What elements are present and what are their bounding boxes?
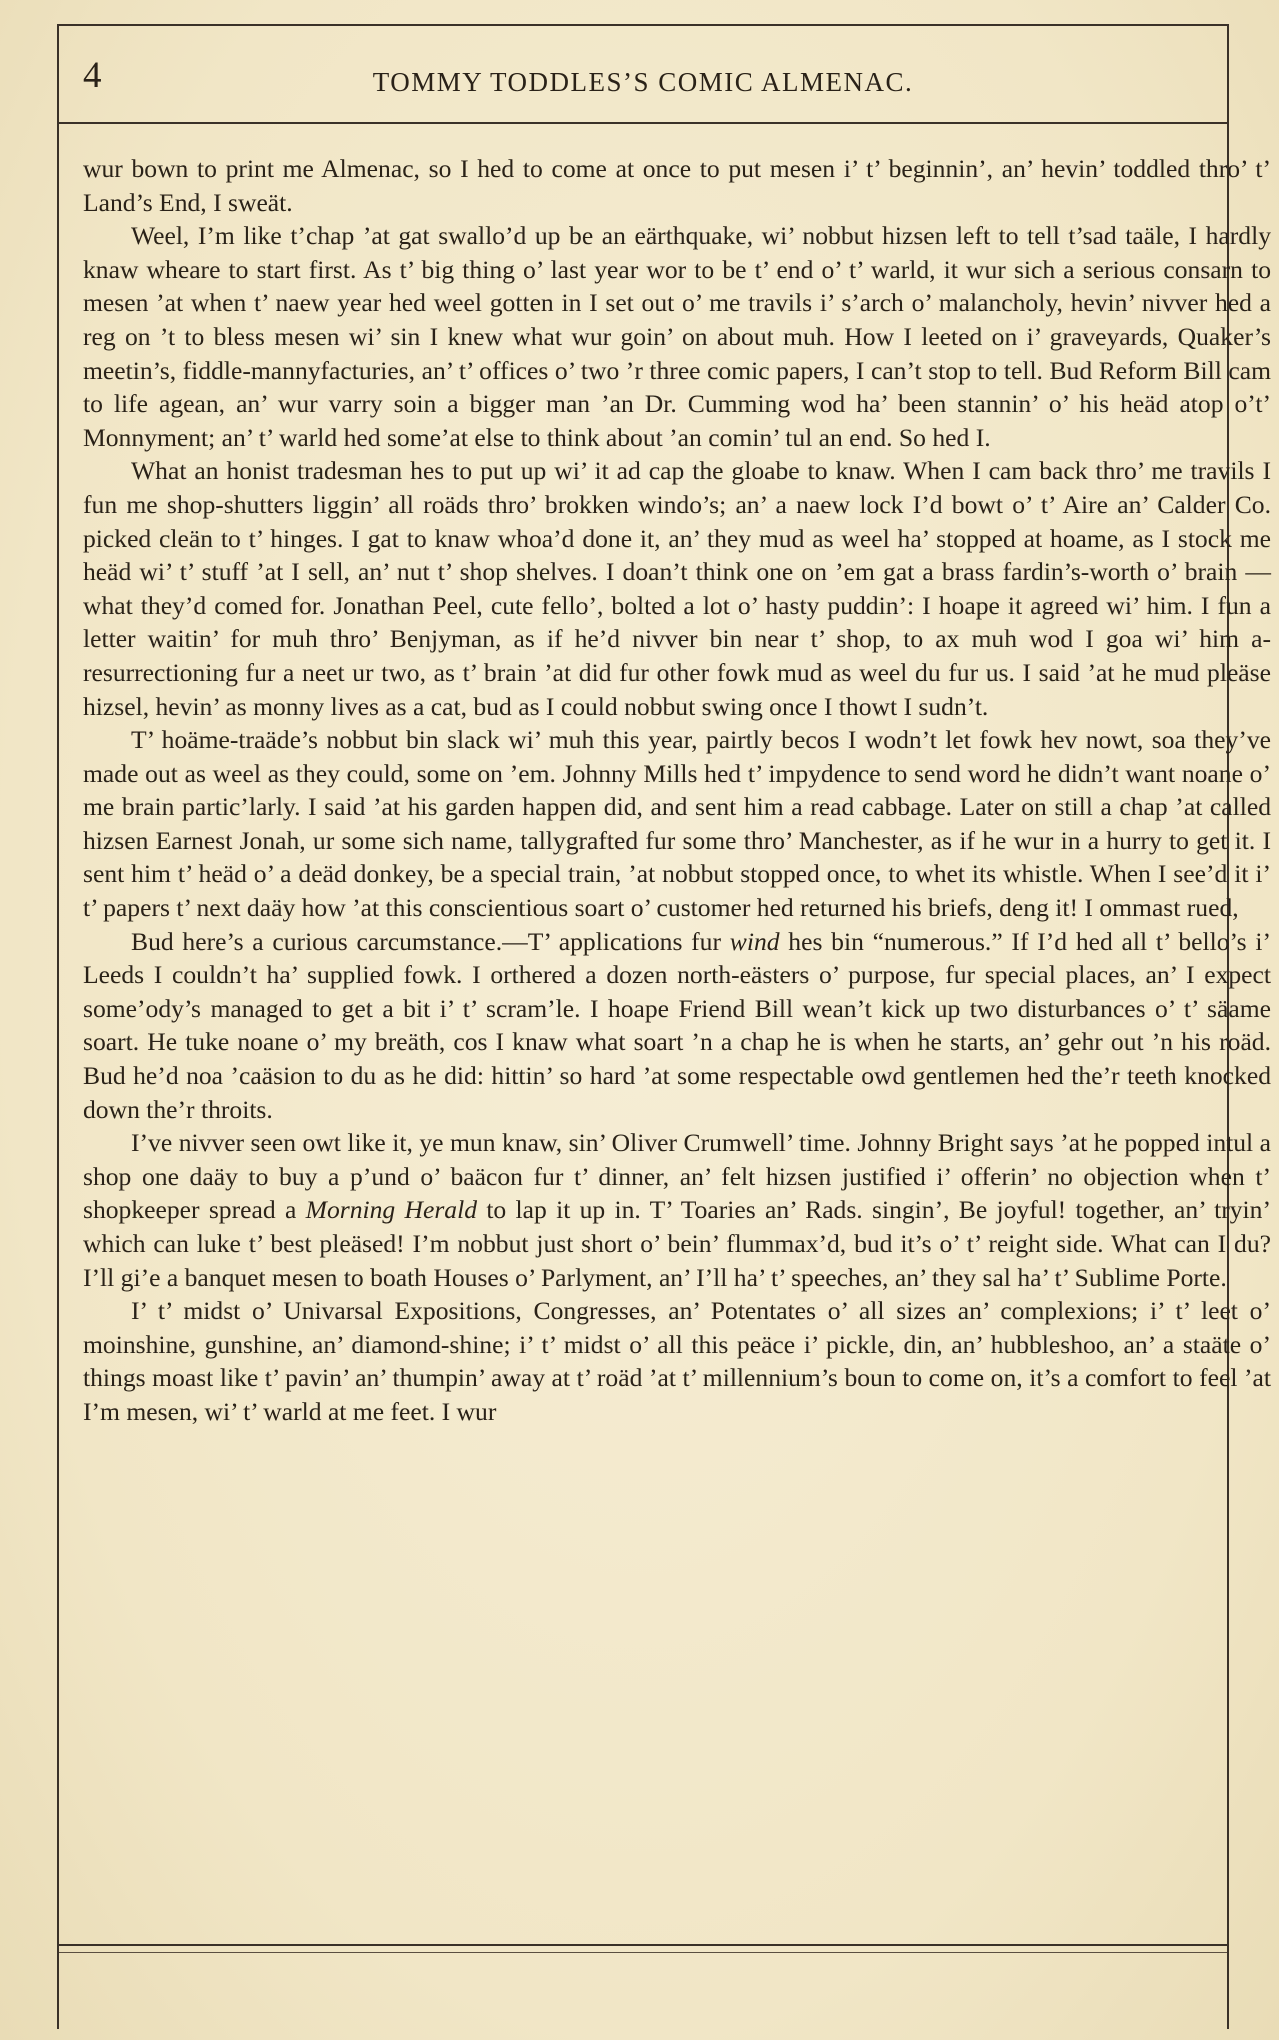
running-header <box>59 26 1227 124</box>
text-run: to lap it up in. T’ Toaries an’ Rads. singin’, Be joyful! together, an’ tryin’ which can luke t’ best pleäsed! I’m nobbut just short o’ bein’ flummax’d, bud it’s o’ t’ reight side. What can I du? I’ll gi’e a banquet mesen to boath Houses o’ Parlyment, an’ I’ll ha’ t’ speeches, an’ they sal ha’ t’ Sublime Porte. <box>83 1195 1271 1292</box>
italic-newspaper-title: Morning Herald <box>305 1195 478 1225</box>
paragraph: I’ t’ midst o’ Univarsal Expositions, Congresses, an’ Potentates o’ all sizes an’ complexions; i’ t’ leet o’ moinshine, gunshine, an’ diamond-shine; i’ t’ midst o’ all this peäce i’ pickle, din, an’ hubbleshoo, an’ a staäte o’ things moast like t’ pavin’ an’ thumpin’ away at t’ roäd ’at t’ millennium’s boun to come on, it’s a comfort to feel ’at I’m mesen, wi’ t’ warld at me feet. I wur <box>83 1296 1271 1426</box>
page-frame <box>57 24 1271 2029</box>
bottom-rule <box>59 1944 1227 1946</box>
text-run: Bud here’s a curious carcumstance.—T’ applications fur <box>131 926 730 956</box>
text-run: hes bin “numerous.” If I’d hed all t’ bello’s i’ Leeds I couldn’t ha’ supplied fowk. I orthered a dozen north-eästers o’ purpose, fur special places, an’ I expect some’ody’s managed to get a bit i’ t’ scram’le. I hoape Friend Bill wean’t kick up two disturbances o’ t’ säame soart. He tuke noane o’ my breäth, cos I knaw what soart ’n a chap he is when he starts, an’ gehr out ’n his roäd. Bud he’d noa ’caäsion to du as he did: hittin’ so hard ’at some respectable owd gentlemen hed the’r teeth knocked down the’r throits. <box>83 926 1271 1124</box>
running-title: TOMMY TODDLES’S COMIC ALMENAC. <box>372 67 914 97</box>
paragraph: Weel, I’m like t’chap ’at gat swallo’d up be an eärthquake, wi’ nobbut hizsen left to tell t’sad taäle, I hardly knaw wheare to start first. As t’ big thing o’ last year wor to be t’ end o’ t’ warld, it wur sich a serious consarn to mesen ’at when t’ naew year hed weel gotten in I set out o’ me travils i’ s’arch o’ malancholy, hevin’ nivver hed a reg on ’t to bless mesen wi’ sin I knew what wur goin’ on about muh. How I leeted on i’ graveyards, Quaker’s meetin’s, fiddle-mannyfacturies, an’ t’ offices o’ two ’r three comic papers, I can’t stop to tell. Bud Reform Bill cam to life agean, an’ wur varry soin a bigger man ’an Dr. Cumming wod ha’ been stannin’ o’ his heäd atop o’t’ Monnyment; an’ t’ warld hed some’at else to think about ’an comin’ tul an end. So hed I. <box>83 221 1271 452</box>
paragraph: What an honist tradesman hes to put up wi’ it ad cap the gloabe to knaw. When I cam back thro’ me travils I fun me shop-shutters liggin’ all roäds thro’ brokken windo’s; an’ a naew lock I’d bowt o’ t’ Aire an’ Calder Co. picked cleän to t’ hinges. I gat to knaw whoa’d done it, an’ they mud as weel ha’ stopped at hoame, as I stock me heäd wi’ t’ stuff ’at I sell, an’ nut t’ shop shelves. I doan’t think one on ’em gat a brass fardin’s-worth o’ brain —what they’d comed for. Jonathan Peel, cute fello’, bolted a lot o’ hasty puddin’: I hoape it agreed wi’ him. I fun a letter waitin’ for muh thro’ Benjyman, as if he’d nivver bin near t’ shop, to ax muh wod I goa wi’ him a-resurrectioning fur a neet ur two, as t’ brain ’at did fur other fowk mud as weel du fur us. I said ’at he mud pleäse hizsel, hevin’ as monny lives as a cat, bud as I could nobbut swing once I thowt I sudn’t. <box>83 456 1271 721</box>
paragraph <box>83 1126 1271 1294</box>
page-number: 4 <box>83 55 102 96</box>
paragraph <box>83 925 1271 1127</box>
paragraph-continued: wur bown to print me Almenac, so I hed to come at once to put mesen i’ t’ beginnin’, an’ hevin’ toddled thro’ t’ Land’s End, I sweät. <box>83 154 1271 217</box>
bottom-rule-thin <box>59 1952 1227 1953</box>
italic-word: wind <box>729 926 780 956</box>
paragraph: T’ hoäme-traäde’s nobbut bin slack wi’ muh this year, pairtly becos I wodn’t let fowk hev nowt, soa they’ve made out as weel as they could, some on ’em. Johnny Mills hed t’ impydence to send word he didn’t want noane o’ me brain partic’larly. I said ’at his garden happen did, and sent him a read cabbage. Later on still a chap ’at called hizsen Earnest Jonah, ur some sich name, tallygrafted fur some thro’ Manchester, as if he wur in a hurry to get it. I sent him t’ heäd o’ a deäd donkey, be a special train, ’at nobbut stopped once, to whet its whistle. When I see’d it i’ t’ papers t’ next daäy how ’at this conscientious soart o’ customer hed returned his briefs, deng it! I ommast rued, <box>83 725 1271 923</box>
body-text <box>83 152 1271 1429</box>
text-run: I’ve nivver seen owt like it, ye mun knaw, sin’ Oliver Crumwell’ time. Johnny Bright says ’at he popped intul a shop one daäy to buy a p’und o’ baäcon fur t’ dinner, an’ felt hizsen justified i’ offerin’ no objection when t’ shopkeeper spread a <box>83 1128 1271 1225</box>
